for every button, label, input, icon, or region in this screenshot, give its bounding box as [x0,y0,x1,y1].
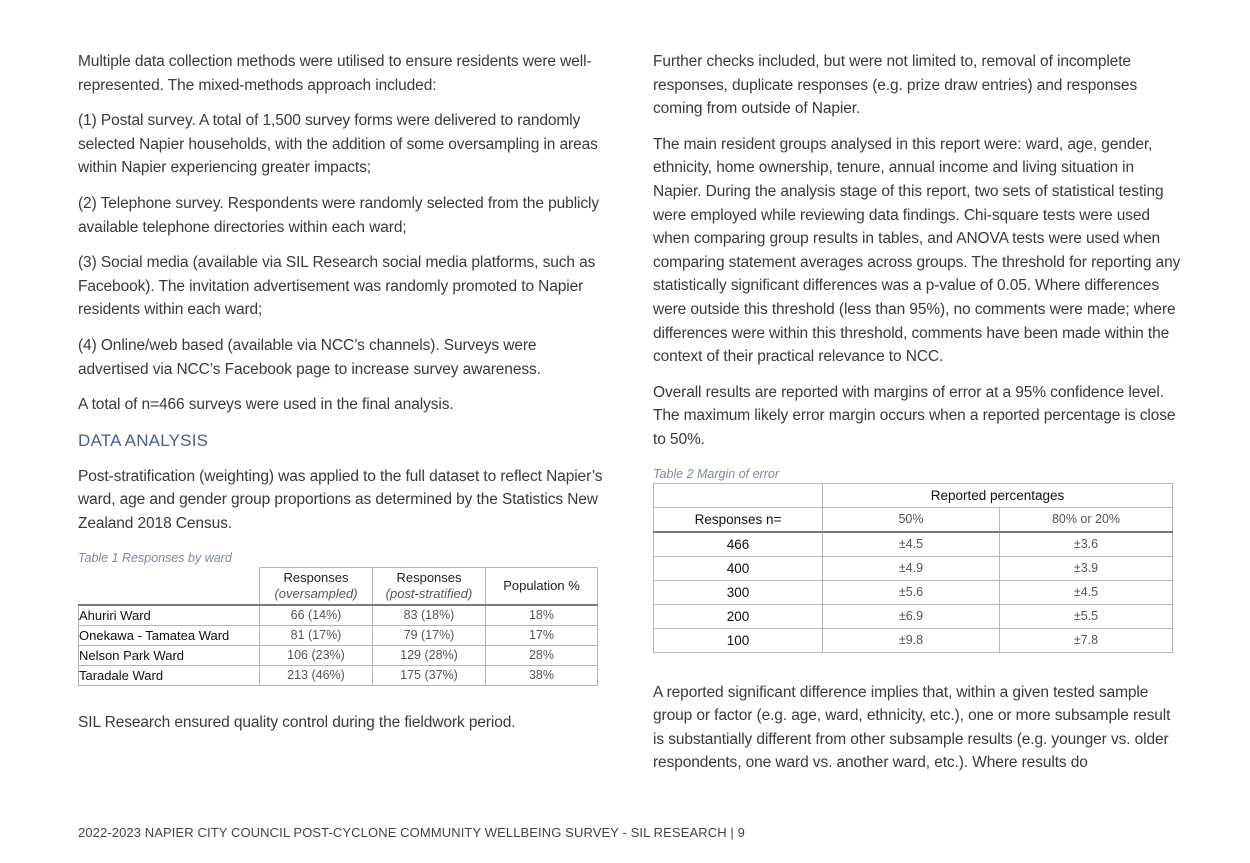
table2-row-header: Responses n= [654,507,823,532]
table2-group-header: Reported percentages [823,483,1173,507]
margin-80-20: ±3.6 [1000,532,1173,557]
quality-control-paragraph: SIL Research ensured quality control during the fieldwork period. [78,713,516,731]
responses-n: 300 [654,580,823,604]
margin-80-20: ±7.8 [1000,628,1173,652]
table2-corner-cell [654,483,823,507]
table1-header-post-stratified-sub: (post-stratified) [385,585,473,601]
margin-80-20: ±4.5 [1000,580,1173,604]
table1-header-population-main: Population % [503,577,580,593]
significant-difference-paragraph: A reported significant difference implies that, within a given tested sample group or factor (e.g. age, ward, ethnicity, etc.), one or more subsample result is substantially different from other subsample results (e.g. younger vs. older respondents, one ward vs. another ward, etc.). Where results do [653,683,1171,772]
ward-name: Nelson Park Ward [79,645,260,665]
left-column [78,50,606,746]
margin-50: ±6.9 [823,604,1000,628]
responses-by-ward-table [78,567,598,686]
population-value: 17% [486,625,598,645]
table1-header-oversampled [260,567,373,605]
table-row [79,605,598,626]
oversampled-value: 81 (17%) [260,625,373,645]
margin-50: ±4.9 [823,556,1000,580]
table-row [79,665,598,685]
oversampled-value: 66 (14%) [260,605,373,626]
post-stratified-value: 175 (37%) [373,665,486,685]
online-survey-paragraph: (4) Online/web based (available via NCC’s channels). Surveys were advertised via NCC’s Facebook page to increase survey awareness. [78,336,541,378]
table1-header-post-stratified [373,567,486,605]
responses-n: 466 [654,532,823,557]
table1-header-oversampled-sub: (oversampled) [274,585,358,601]
table-row [654,604,1173,628]
margin-50: ±9.8 [823,628,1000,652]
margin-80-20: ±5.5 [1000,604,1173,628]
table1-caption: Table 1 Responses by ward [78,550,232,565]
margin-of-error-table [653,483,1173,653]
table-row [79,645,598,665]
table1-header-population [486,567,598,605]
post-stratified-value: 83 (18%) [373,605,486,626]
ward-name: Ahuriri Ward [79,605,260,626]
oversampled-value: 106 (23%) [260,645,373,665]
table2-col-50: 50% [823,507,1000,532]
total-surveys-paragraph: A total of n=466 surveys were used in the final analysis. [78,396,454,414]
postal-survey-paragraph: (1) Postal survey. A total of 1,500 survey forms were delivered to randomly selected Napier households, with the addition of some oversampling in areas within Napier experiencing greater impacts; [78,112,598,177]
margin-50: ±4.5 [823,532,1000,557]
post-stratified-value: 129 (28%) [373,645,486,665]
table1-corner-cell [79,567,260,605]
margin-50: ±5.6 [823,580,1000,604]
table1-header-post-stratified-main: Responses [396,569,462,585]
table1-header-oversampled-main: Responses [283,569,349,585]
responses-n: 200 [654,604,823,628]
margins-of-error-paragraph: Overall results are reported with margins of error at a 95% confidence level. The maximum likely error margin occurs when a reported percentage is close to 50%. [653,383,1176,448]
table-row [79,625,598,645]
table1-header-row [79,567,598,605]
population-value: 18% [486,605,598,626]
data-analysis-heading: DATA ANALYSIS [78,430,209,450]
table-row [654,628,1173,652]
table-row [654,580,1173,604]
post-stratified-value: 79 (17%) [373,625,486,645]
responses-n: 400 [654,556,823,580]
telephone-survey-paragraph: (2) Telephone survey. Respondents were randomly selected from the publicly available telephone directories within each ward; [78,194,600,236]
page-footer: 2022-2023 NAPIER CITY COUNCIL POST-CYCLONE COMMUNITY WELLBEING SURVEY - SIL RESEARCH | 9 [78,825,745,840]
further-checks-paragraph: Further checks included, but were not limited to, removal of incomplete responses, duplicate responses (e.g. prize draw entries) and responses coming from outside of Napier. [653,53,1138,118]
table-row [654,532,1173,557]
table2-sub-header-row [654,507,1173,532]
population-value: 38% [486,665,598,685]
population-value: 28% [486,645,598,665]
oversampled-value: 213 (46%) [260,665,373,685]
table2-caption: Table 2 Margin of error [653,466,779,481]
post-stratification-paragraph: Post-stratification (weighting) was applied to the full dataset to reflect Napier’s ward, age and gender group proportions as determined by the Statistics New Zealand 2018 Census. [78,467,603,532]
table-row [654,556,1173,580]
methods-intro-paragraph: Multiple data collection methods were utilised to ensure residents were well-represented. The mixed-methods approach included: [78,53,592,94]
social-media-paragraph: (3) Social media (available via SIL Research social media platforms, such as Facebook). The invitation advertisement was randomly promoted to Napier residents within each ward; [78,254,596,319]
resident-groups-paragraph: The main resident groups analysed in this report were: ward, age, gender, ethnicity, home ownership, tenure, annual income and living situation in Napier. During the analysis stage of this report, two sets of statistical testing were employed while reviewing data findings. Chi-square tests were used when comparing group results in tables, and ANOVA tests were used when comparing statement averages across groups. The threshold for reporting any statistically significant differences was a p-value of 0.05. Where differences were outside this threshold (less than 95%), no comments were made; where differences were within this threshold, comments have been made within the context of their practical relevance to NCC. [653,135,1181,366]
table2-group-header-row [654,483,1173,507]
ward-name: Onekawa - Tamatea Ward [79,625,260,645]
right-column [653,50,1183,787]
margin-80-20: ±3.9 [1000,556,1173,580]
ward-name: Taradale Ward [79,665,260,685]
responses-n: 100 [654,628,823,652]
table2-col-80-20: 80% or 20% [1000,507,1173,532]
